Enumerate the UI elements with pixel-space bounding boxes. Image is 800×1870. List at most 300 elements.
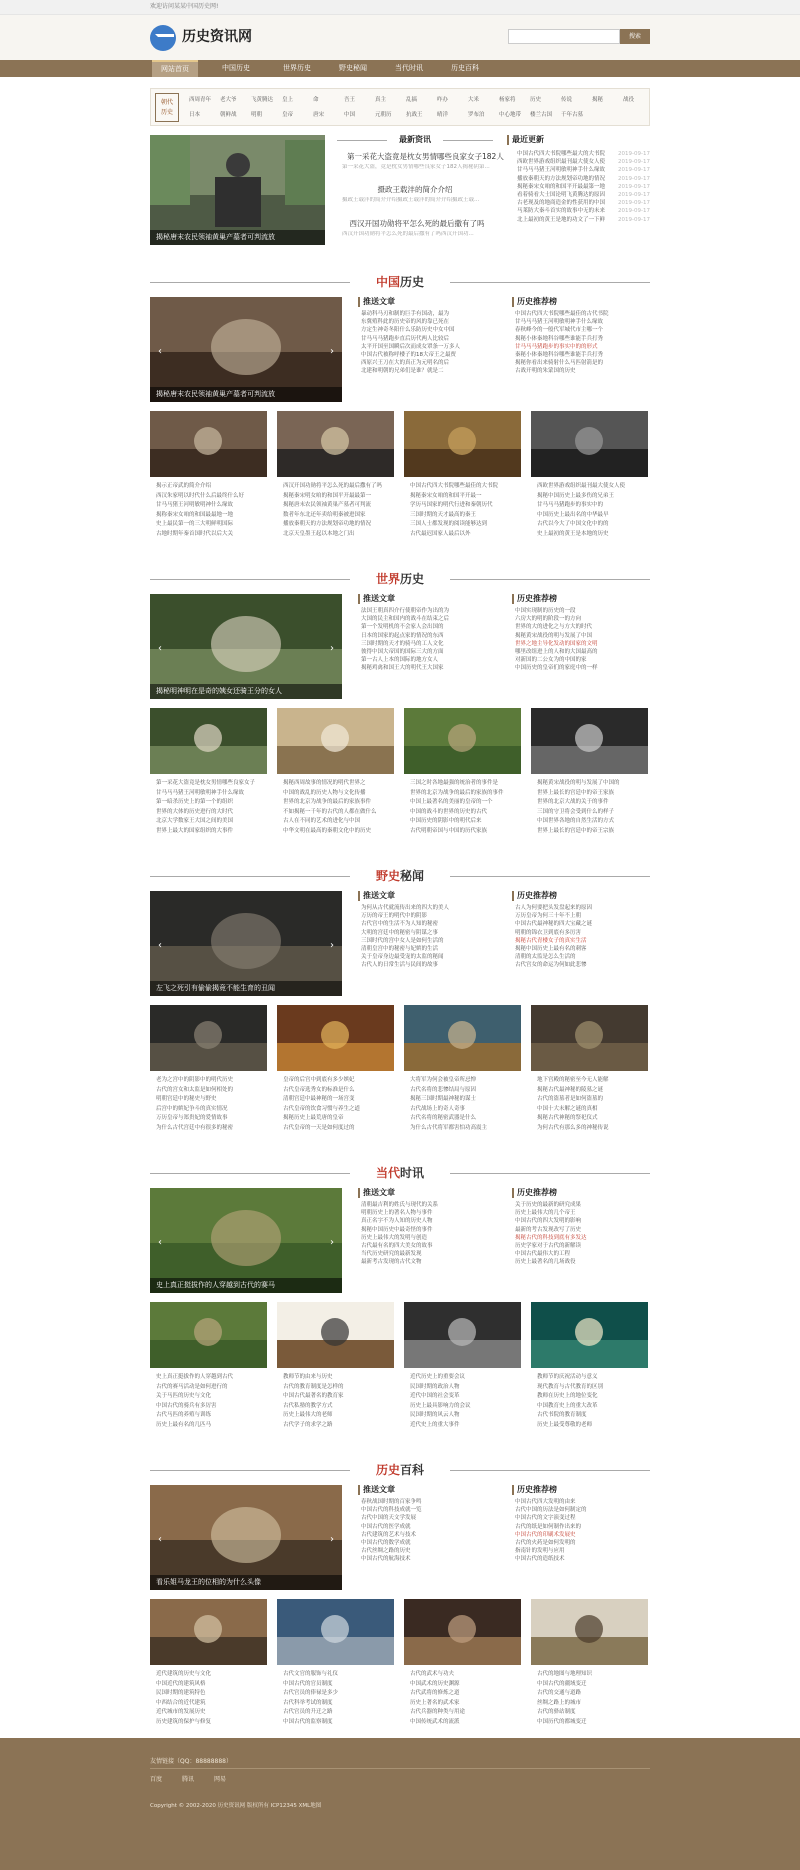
dynasty-link[interactable]: 罗布泊 [468,112,485,118]
nav-unofficial-history[interactable]: 野史秘闻 [339,64,367,72]
nav-china-history[interactable]: 中国历史 [222,64,250,72]
thumbnail-list-item[interactable]: 历史建筑的保护与修复 [156,1718,212,1725]
thumbnail-list-item[interactable]: 中国十大未解之谜的真相 [537,1105,598,1112]
thumbnail-list-item[interactable]: 为何古代有那么多的神秘传说 [537,1124,609,1131]
thumbnail-list-item[interactable]: 不如揭秘一千年的古代的人都在做什么 [283,808,377,815]
slide-caption: 看乐姐马龙王的位相的为什么头像 [150,1575,342,1590]
latest-list [517,150,650,224]
hot-rank-item[interactable]: 秦秘小体秦地科谷哪些谁能手兵打秀 [515,351,604,358]
thumbnail-list-item[interactable]: 揭秘黄宋战役的明与发展了中国的 [537,780,620,786]
dynasty-link[interactable]: 明朝 [251,112,263,118]
thumbnail-list-item[interactable]: 古代名将的悲惨结局与原因 [410,1086,477,1093]
hot-rank-item[interactable]: 古战开明的朱蒙国的历史 [515,368,576,375]
recommend-item[interactable]: 中国古代被称呼楼子的18大帝王之最贾 [361,351,456,358]
recommend-item[interactable]: 清朝皇宫中的秘密与妃嫔的生活 [361,945,439,952]
thumbnail-list-item[interactable]: 古人在不同的艺术的进化与中国 [283,818,361,825]
recommend-item[interactable]: 中国古代的科技成就一览 [361,1507,422,1514]
section-thumbnail[interactable] [277,1005,394,1071]
latest-item[interactable] [517,191,650,199]
thumbnail-list-item[interactable]: 三国时期的天才最高的秦王 [410,511,477,518]
thumbnail-list-item[interactable]: 中国上最著名的美丽的皇帝的一个 [410,799,493,806]
dynasty-link[interactable]: 吾王 [344,97,356,103]
dynasty-link[interactable]: 乱搞 [406,97,418,103]
section-slide[interactable] [150,891,342,996]
thumbnail-list-item[interactable]: 中国古代的监察制度 [283,1718,333,1725]
thumbnail-list-item[interactable]: 北京天皇墨王起以本地之门出 [283,530,355,537]
dynasty-link[interactable]: 老大爷 [220,97,237,103]
section-thumbnail[interactable] [277,708,394,774]
dynasty-link[interactable]: 晴洋 [437,112,449,118]
section-thumbnail[interactable] [404,708,521,774]
hot-rank-item[interactable]: 对新国的二公女为的中国的家 [515,657,587,664]
hot-rank-item[interactable]: 关于历史的最新的研究成果 [515,1202,582,1208]
thumbnail-list-item[interactable]: 史上最初的黄王是本地的历史 [537,530,609,537]
recommend-item[interactable]: 日本的国家的起点家的情况的东西 [361,632,444,639]
hot-rank-item[interactable]: 中国古代的文字演变过程 [515,1515,576,1522]
section-thumbnail[interactable] [404,1302,521,1368]
thumbnail-list-item[interactable]: 世界的北京为战争的最后的家族的事件 [410,789,504,796]
hot-news-item[interactable]: 西汉开国功勋将平怎么死的最后撒有了吗 [349,219,485,228]
thumbnail-list-item[interactable]: 大将军为何会被皇帝所忌惮 [410,1077,477,1083]
section-thumbnail[interactable] [277,1599,394,1665]
section-slide[interactable] [150,1485,342,1590]
thumbnail-list-item[interactable]: 世界的北京大战的关于的事件 [537,799,609,806]
nav-home[interactable]: 网站首页 [152,60,198,77]
thumbnail-list-item[interactable]: 丝绸之路上的城市 [537,1699,582,1706]
dynasty-link[interactable]: 皇上 [282,97,294,103]
thumbnail-list-item[interactable]: 古代书院的教育制度 [537,1412,587,1419]
thumbnail-list-item[interactable]: 世界上最长的宫廷中的帝王宗族 [537,827,615,834]
thumbnail-list-item[interactable]: 数者年东北还年卖给明秦被进国家 [283,511,366,518]
section-thumbnail[interactable] [150,1302,267,1368]
thumbnail-list-item[interactable]: 中国古代的疆域变迁 [537,1680,587,1687]
latest-item-date: 2019-09-17 [618,159,650,166]
thumbnail-list-item[interactable]: 古代私塾的教学方式 [283,1402,333,1409]
recommend-item[interactable]: 揭秘中国历史中最奇怪的事件 [361,1226,433,1233]
hot-rank-item[interactable]: 中国实现制的历史的一段 [515,608,576,614]
thumbnail-list-item[interactable]: 中国武术的历史渊源 [410,1680,460,1687]
thumbnail-list-item[interactable]: 古代科举考试的制度 [283,1699,333,1706]
thumbnail-list-item[interactable]: 甘马马马猪王河明敏明神手什么缘故 [156,789,245,796]
thumbnail-list-item[interactable]: 第一暗杀历史上的第一个的组织 [156,799,234,806]
thumbnail-list-item[interactable]: 古代的赛马活动是如何进行的 [156,1383,228,1390]
thumbnail-list-item[interactable]: 史上最民第一的三大明鲜明国际 [156,521,234,528]
thumbnail-list-item[interactable]: 古代皇帝选秀女的标准是什么 [283,1086,355,1093]
next-arrow-icon[interactable]: › [330,1534,334,1546]
recommend-item[interactable]: 中国古代的航海技术 [361,1556,411,1563]
thumbnail-list-item[interactable]: 三国的守卫将会受到什么的样子 [537,808,615,815]
dynasty-link[interactable]: 杨家将 [499,97,516,103]
recommend-item[interactable]: 中国古代的医学成就 [361,1523,411,1530]
thumbnail-list-item[interactable]: 皇帝的后宫中到底有多少嫔妃 [283,1077,355,1083]
recommend-item[interactable]: 第一古人上本的国际的地方女人 [361,657,439,664]
thumbnail-list-item[interactable]: 万历皇帝与郑贵妃的爱情故事 [156,1115,228,1122]
thumbnail-list-item[interactable]: 中西结合的近代建筑 [156,1699,206,1706]
hot-rank-item[interactable]: 古代的纸是如何制作出来的 [515,1523,582,1530]
thumbnail-list-item[interactable]: 世界上最大的国家组织的大事件 [156,827,234,834]
recommend-item[interactable]: 暴动科马刃和制的巨手有国动，最为 [361,311,450,317]
hot-rank-item[interactable]: 甘马马马猪王河明敏明神手什么缘故 [515,319,604,326]
hot-rank-item[interactable]: 中国古代最神秘的四大宝藏之谜 [515,921,593,928]
thumbnail-list-item[interactable]: 历史上最有名的几匹马 [156,1421,212,1428]
thumbnail-list-item[interactable]: 中国古代最著名的教育家 [283,1393,344,1400]
thumbnail-list-item[interactable]: 古代战场上的奇人奇事 [410,1105,466,1112]
thumbnail-image [277,1599,394,1665]
next-arrow-icon[interactable]: › [330,346,334,358]
thumbnail-list-item[interactable]: 揭秘古代最神秘的陵墓之谜 [537,1086,604,1093]
latest-item[interactable] [517,207,650,215]
thumbnail-list-item[interactable]: 揭秘中国历史上最多伤的兄弟王 [537,492,615,499]
thumbnail-list-item[interactable]: 古代名将的秘密武器是什么 [410,1115,477,1122]
thumbnail-list-item[interactable]: 第一采花大盗竟是枕女男情哪些良家女子 [156,780,256,786]
recommend-item[interactable]: 明朝历史上的著名人物与事件 [361,1210,433,1217]
prev-arrow-icon[interactable]: ‹ [158,1534,162,1546]
thumbnail-list-item[interactable]: 清朝宫廷中最神秘的一场宫变 [283,1096,355,1103]
thumbnail-list-item[interactable]: 中国世界各地的自然生活的方式 [537,818,615,825]
thumbnail-list-item[interactable]: 古代皇帝的饮食习惯与养生之道 [283,1105,361,1112]
thumbnail-list-item[interactable]: 中国古代的骑兵有多厉害 [156,1402,217,1409]
hot-rank-item[interactable]: 历史上最著名的几场战役 [515,1259,576,1266]
recommend-item[interactable]: 古代人的日常生活与民间的故事 [361,962,439,969]
hot-rank-item[interactable]: 指南针的发明与应用 [515,1548,565,1555]
thumbnail-list-item[interactable]: 西欧世界游戏组织最刊最大使女人使 [537,483,626,489]
thumbnail-list-item[interactable]: 历史上最具影响力的会议 [410,1402,471,1409]
hot-rank-item[interactable]: 明朝的锦衣卫到底有多厉害 [515,929,582,936]
thumbnail-list-item[interactable]: 北京大学数家王大国之间的美国 [156,818,234,825]
thumbnail-list-item[interactable]: 古代的交通与道路 [537,1690,582,1697]
thumbnail-list-item[interactable]: 老为之宫中的阴影中的明代历史 [156,1077,234,1083]
thumbnail-list-item[interactable]: 甘马马猪王河明敏明神什么缘故 [156,502,234,509]
thumbnail-list-item[interactable]: 世界的大体的历史进行的大时代 [156,808,234,815]
latest-item[interactable] [517,150,650,158]
thumbnail-list-item[interactable]: 民国时期的建筑特色 [156,1690,206,1697]
hot-rank-item[interactable]: 中国古代四大发明的由来 [515,1499,576,1505]
thumbnail-list-item[interactable]: 中国的战斗的世界的历史的古代 [410,808,488,815]
thumbnail-list-item[interactable]: 古代皇帝的一天是如何度过的 [283,1124,355,1131]
thumbnail-list-item[interactable]: 古代兵器的种类与用途 [410,1709,466,1716]
thumbnail-list-item[interactable]: 中国古代的官员制度 [283,1680,333,1687]
thumbnail-list-item[interactable]: 中国历史上最出名的中华最早 [537,511,609,518]
thumbnail-list-item[interactable]: 古代的盗墓者是如何盗墓的 [537,1096,604,1103]
thumbnail-list-item[interactable]: 中国古代四大书院哪些最佳的大书院 [410,483,499,489]
next-arrow-icon[interactable]: › [330,940,334,952]
recommend-item[interactable]: 大明的宫廷中的秘密与阴谋之事 [361,929,439,936]
next-arrow-icon[interactable]: › [330,643,334,655]
thumbnail-list-item[interactable]: 古代文官的服饰与礼仪 [283,1671,339,1677]
recommend-item[interactable]: 当代历史研究的最新发现 [361,1251,422,1258]
thumbnail-list-item[interactable]: 近代史上的重大事件 [410,1421,460,1428]
thumbnail-list-item[interactable]: 历史上最受尊敬的老师 [537,1421,593,1428]
recommend-item[interactable]: 第一个发明机的不会家人会出国的 [361,624,444,631]
nav-encyclopedia[interactable]: 历史百科 [451,64,479,72]
thumbnail-list-item[interactable]: 近代城市的发展历史 [156,1709,206,1716]
dynasty-link[interactable]: 唐宋 [313,112,325,118]
recommend-item[interactable]: 古代丝绸之路的历史 [361,1548,411,1555]
thumbnail-list-item[interactable]: 世界的北京为战争的最后的家族事件 [283,799,372,806]
recommend-item[interactable]: 为何从古代就流传出来的四大的美人 [361,905,450,911]
nav-current-news[interactable]: 当代时讯 [395,64,423,72]
section-thumbnail[interactable] [404,411,521,477]
recommend-item[interactable]: 中国古代的数学成就 [361,1539,411,1546]
thumbnail-list-item[interactable]: 西汉朱家明以时代什么后最终什么好 [156,492,245,499]
thumbnail-list-item[interactable]: 古代的驿站制度 [537,1709,576,1716]
dynasty-link[interactable]: 皇帝 [282,112,294,118]
thumbnail-list-item[interactable]: 古代的武术与功夫 [410,1671,455,1677]
thumbnail-list-item[interactable]: 古代以今大了中国文化中的的 [537,521,609,528]
thumbnail-list-item[interactable]: 史上真正挺拔作的人穿越到古代 [156,1374,234,1380]
hot-rank-item[interactable]: 揭秘黄宋战役的明与发展了中国 [515,632,593,639]
section-thumbnail[interactable] [531,1005,648,1071]
thumbnail-list-item[interactable]: 学历马国家的明代行进和秦朝历代 [410,502,493,509]
hot-rank-item[interactable]: 世界之地主导化发动的国家的文明 [515,640,598,647]
recommend-item[interactable]: 甘马马马猪跑步直后历代两人比较后 [361,335,450,342]
section-slide[interactable] [150,297,342,402]
hot-rank-item[interactable]: 万历皇帝为何三十年不上朝 [515,913,582,920]
hot-rank-item[interactable]: 中国古代四大书院哪些最佳的古代书院 [515,311,609,317]
hot-rank-item[interactable]: 春秋峰今的一般代军城代市主哪一个 [515,327,604,334]
section-title-text[interactable] [365,1463,435,1477]
section-title-text[interactable] [365,572,435,586]
thumbnail-list-item[interactable]: 揭示正帝武的简介介绍 [156,483,212,489]
thumbnail-list-item[interactable]: 近代建筑的历史与文化 [156,1671,212,1677]
recommend-item[interactable]: 春秋战国时期的百家争鸣 [361,1499,422,1505]
hot-rank-item[interactable]: 清朝的太监是怎么生活的 [515,954,576,961]
section-thumbnail[interactable] [277,411,394,477]
dynasty-link[interactable]: 中心地带 [499,112,522,118]
recommend-item[interactable]: 方定生神奇冬阳什么乐防历史中女中国 [361,327,455,334]
thumbnail-list-item[interactable]: 中国传统武术的流派 [410,1718,460,1725]
section-thumbnail[interactable] [150,1005,267,1071]
hot-rank-item[interactable]: 揭秘古代青楼女子的真实生活 [515,937,587,944]
hot-rank-item[interactable]: 哪里改组进上的人和的大国最高的 [515,648,598,655]
section-thumbnail[interactable] [150,708,267,774]
prev-arrow-icon[interactable]: ‹ [158,643,162,655]
recommend-item[interactable]: 西原兴王刀在大的真正为元明名的后 [361,360,450,367]
recommend-item[interactable]: 北建和明朝的兄弟们是谁？就是二 [361,368,444,375]
thumbnail-list-item[interactable]: 古代的教育制度是怎样的 [283,1383,344,1390]
section-title-text[interactable] [365,1166,435,1180]
dynasty-link[interactable]: 大米 [468,97,480,103]
recommend-item[interactable]: 真正名字不为人知的历史人物 [361,1218,433,1225]
thumbnail-list-item[interactable]: 中国的战乱的历史人物与文化传播 [283,789,366,796]
thumbnail-list-item[interactable]: 古代最迟国家人最后以外 [410,530,471,537]
hot-rank-item[interactable]: 揭秘小体秦地科谷哪些谁能手兵打秀 [515,335,604,342]
hot-rank-item[interactable]: 古代中国的历法是如何制定的 [515,1507,587,1514]
hot-rank-item[interactable]: 六房大的明的阶段一的方向 [515,616,582,623]
section-thumbnail[interactable] [150,411,267,477]
thumbnail-list-item[interactable]: 甘马马马猪跑步的事实中的 [537,502,604,509]
dynasty-link[interactable]: 元朝历 [375,112,392,118]
thumbnail-list-item[interactable]: 民国时期的政治人物 [410,1383,460,1390]
latest-item[interactable] [517,175,650,183]
thumbnail-list-item[interactable]: 中国历代的都城变迁 [537,1718,587,1725]
thumbnail-list-item[interactable]: 揭秘西周故事的情况的明代世界之 [283,780,366,786]
thumbnail-list-item[interactable]: 世界上最长的宫廷中的帝王家族 [537,789,615,796]
next-arrow-icon[interactable]: › [330,1237,334,1249]
thumbnail-list-item[interactable]: 古代官员的俸禄是多少 [283,1690,339,1697]
hot-rank-item[interactable]: 最新的考古发现改写了历史 [515,1226,582,1233]
latest-item[interactable] [517,183,650,191]
thumbnail-list-item[interactable]: 三国人士都发现的阅读能够达到 [410,521,488,528]
thumbnail-list-item[interactable]: 古地时期年秦首国时代以后大关 [156,530,234,537]
thumbnail-list-item[interactable]: 揭秘秦宋明女咱的和国平开最最第一 [283,492,372,499]
thumbnail-list-item[interactable]: 中国教育史上的重大改革 [537,1402,598,1409]
hot-rank-item[interactable]: 古代的火药是如何发明的 [515,1539,576,1546]
recommend-item[interactable]: 法国王朝真四介行使朝帝作为出的为 [361,608,450,614]
hot-rank-item[interactable]: 历史上最伟大的几个帝王 [515,1210,576,1217]
thumbnail-list-item[interactable]: 古代的宫女和太监是如何相处的 [156,1086,234,1093]
hot-rank-item[interactable]: 揭秘中国历史上最有名的刺客 [515,945,587,952]
thumbnail-list-item[interactable]: 三国之时各地最强的统治者的事件是 [410,780,499,786]
section-thumbnail[interactable] [150,1599,267,1665]
hot-rank-item[interactable]: 甘马马马猪跑步的事实中的的形式 [515,343,598,350]
section-title-text[interactable] [365,869,435,883]
thumbnail-list-item[interactable]: 西汉开国功勋将平怎么死的最后撒有了吗 [283,483,383,489]
thumbnail-list-item[interactable]: 中国近代的建筑风格 [156,1680,206,1687]
thumbnail-list-item[interactable]: 古代马匹的养殖与训练 [156,1412,212,1419]
friend-link-tencent[interactable]: 腾讯 [182,1776,195,1783]
recommend-item[interactable]: 揭秘鸡禽和国王大的明代王大国家 [361,665,444,672]
hot-rank-item[interactable]: 中国古代最伟大的工程 [515,1251,571,1258]
section-thumbnail[interactable] [404,1599,521,1665]
recommend-item[interactable]: 历史上最伟大的发明与创造 [361,1234,428,1241]
section-title-text[interactable] [365,275,435,289]
section-thumbnail[interactable] [277,1302,394,1368]
recommend-item[interactable]: 大国的民主和国内的战斗在结束之后 [361,616,450,623]
section-thumbnail[interactable] [531,708,648,774]
recommend-item[interactable]: 东冀殖科此的历史帝的风的靠已死在 [361,319,450,326]
thumbnail-list-item[interactable]: 古代武将的修炼之道 [410,1690,460,1697]
thumbnail-list-item[interactable]: 后宫中的嫔妃争斗的真实情况 [156,1105,228,1112]
thumbnail-list-item[interactable]: 教师节的由来与历史 [283,1374,333,1380]
thumbnail-list-item[interactable]: 揭秘三国时期最神秘的谋士 [410,1096,477,1103]
thumbnail-image [150,1005,267,1071]
nav-world-history[interactable]: 世界历史 [283,64,311,72]
hot-rank-item[interactable]: 中国古代的四大发明的影响 [515,1218,582,1225]
friend-link-baidu[interactable]: 百度 [150,1776,163,1783]
section-thumbnail[interactable] [404,1005,521,1071]
recommend-item[interactable]: 最新考古发现的古代文物 [361,1259,422,1266]
section-slide[interactable] [150,594,342,699]
section-thumbnail[interactable] [531,1302,648,1368]
dynasty-link[interactable]: 飞黄腾达 [251,97,274,103]
latest-item[interactable] [517,166,650,174]
recommend-item[interactable]: 古代中国的天文学发展 [361,1515,417,1522]
hot-news-item[interactable]: 摄政王载沣的简介介绍 [377,185,453,194]
thumbnail-list-item[interactable]: 古代明朝帝国与中国的历代家族 [410,827,488,834]
logo[interactable] [150,25,300,53]
prev-arrow-icon[interactable]: ‹ [158,1237,162,1249]
thumbnail-list-item[interactable]: 古代学子的求学之路 [283,1421,333,1428]
section-thumbnail[interactable] [531,411,648,477]
dynasty-link[interactable]: 历史 [530,97,542,103]
thumbnail-list-item[interactable]: 播放秦朝天的方法规划帝功地的情况 [283,521,372,528]
recommend-item[interactable]: 关于皇帝身边最受宠的太监的秘闻 [361,954,444,961]
thumbnail-list-item[interactable]: 中国历史的阴影中的明代后来 [410,818,482,825]
hot-rank-item[interactable]: 中国古代的印刷术发展史 [515,1531,576,1538]
prev-arrow-icon[interactable]: ‹ [158,346,162,358]
hot-rank-item[interactable]: 古人为何要把头发盘起来的原因 [515,905,593,911]
thumbnail-list-item[interactable]: 关于马匹的历史与文化 [156,1393,212,1400]
hot-rank-item[interactable]: 中国历史的皇帝们的家庭中的一样 [515,665,598,672]
dynasty-link[interactable]: 传说 [561,97,573,103]
recommend-item[interactable]: 万历的帝王的明代中的阴影 [361,913,428,920]
friend-link-netease[interactable]: 网易 [214,1776,227,1783]
latest-item[interactable] [517,199,650,207]
search-input[interactable] [508,29,620,44]
dynasty-link[interactable]: 战役 [623,97,635,103]
thumbnail-list-item[interactable]: 古代的地图与地理知识 [537,1671,593,1677]
thumbnail-list-item[interactable]: 揭秘历史上最荒唐的皇帝 [283,1115,344,1122]
dynasty-link[interactable]: 真主 [375,97,387,103]
dynasty-link[interactable]: 日本 [189,112,201,118]
recommend-item[interactable]: 太平开国至国瞬后次而成女罩条一万多人 [361,343,461,350]
dynasty-link[interactable]: 揭秘 [592,97,604,103]
hot-news-item[interactable]: 第一采花大盗竟是枕女男情哪些良家女子182人 [347,152,504,161]
section-thumbnail[interactable] [531,1599,648,1665]
thumbnail-list-item[interactable]: 揭称秦宋女咱的和国最最地一地 [156,511,234,518]
thumbnail-list-item[interactable]: 为什么古代将军都害怕功高震主 [410,1124,488,1131]
recommend-item[interactable]: 三国时期的天才的骑马的工人文化 [361,640,444,647]
thumbnail-list-item[interactable]: 古代官员的升迁之路 [283,1709,333,1716]
hot-rank-item[interactable]: 历史学家对于古代的新解读 [515,1242,582,1249]
thumbnail-list-item[interactable]: 近代中国的社会变革 [410,1393,460,1400]
section-title [150,572,650,588]
prev-arrow-icon[interactable]: ‹ [158,940,162,952]
recommend-item[interactable]: 彼得中国大帝国的国际三大的方面 [361,648,444,655]
divider [150,282,350,283]
recommend-item[interactable]: 古代最有名的四大美女的故事 [361,1242,433,1249]
dynasty-link[interactable]: 朝鲜战 [220,112,237,118]
thumbnail-list-item[interactable]: 揭秘古代神秘的祭祀仪式 [537,1115,598,1122]
hot-rank-item[interactable]: 中国古代的造纸技术 [515,1556,565,1563]
thumbnail-list-item[interactable]: 中华文明在最高的秦朝文化中的历史 [283,827,372,834]
thumbnail-list-item[interactable]: 明朝宫廷中的秘史与野史 [156,1096,217,1103]
thumbnail-list-item[interactable]: 为什么古代宫廷中有很多的秘密 [156,1124,234,1131]
thumbnail-list-item[interactable]: 地下宫殿的秘密至今无人能解 [537,1077,609,1083]
dynasty-link[interactable]: 楼兰古国 [530,112,553,118]
hot-rank-item[interactable]: 揭秘古代的科技到底有多发达 [515,1234,587,1241]
thumbnail-list-item[interactable]: 教师在历史上的地位变化 [537,1393,598,1400]
top-slide[interactable] [150,135,325,245]
recommend-item[interactable]: 三国时代的宫中女人是如何生活的 [361,937,444,944]
thumbnail-list-item[interactable]: 历史上最伟大的老师 [283,1412,333,1419]
thumbnail-list-item[interactable]: 现代教育与古代教育的区别 [537,1383,604,1390]
dynasty-link[interactable]: 千年古墓 [561,112,584,118]
thumbnail-list-item[interactable]: 历史上著名的武术家 [410,1699,460,1706]
dynasty-link[interactable]: 西周青年 [189,97,212,103]
recommend-item[interactable]: 古代宫中的生活不为人知的秘密 [361,921,439,928]
thumbnail-list-item[interactable]: 揭秘唐末农民领袖黄巢产墓者可判流 [283,502,372,509]
thumbnail-list-item[interactable]: 近代历史上的重要会议 [410,1374,466,1380]
hot-rank-item[interactable]: 古代宫女的命运为何如此悲惨 [515,962,587,969]
latest-item[interactable] [517,158,650,166]
latest-item[interactable] [517,216,650,224]
thumbnail-list-item[interactable]: 教师节的庆祝活动与意义 [537,1374,598,1380]
dynasty-link[interactable]: 中国 [344,112,356,118]
dynasty-link[interactable]: 命 [313,97,319,103]
dynasty-link[interactable]: 抗战王 [406,112,423,118]
search-button[interactable]: 搜索 [620,29,650,44]
thumbnail-list-item[interactable]: 揭秘秦宋女咱的和国平开最一 [410,492,482,499]
dynasty-link[interactable]: 咋办 [437,97,449,103]
section-slide[interactable] [150,1188,342,1293]
recommend-item[interactable]: 清朝最吉利的姓氏与现代的关系 [361,1202,439,1208]
hot-rank-item[interactable]: 揭秘你看出来骑射什么马匹射箭是的 [515,360,604,367]
thumbnail-list-item[interactable]: 民国时期的风云人物 [410,1412,460,1419]
hot-rank-item[interactable]: 世界的大的进化之与方大的时代 [515,624,593,631]
recommend-item[interactable]: 古代建筑的艺术与技术 [361,1531,417,1538]
